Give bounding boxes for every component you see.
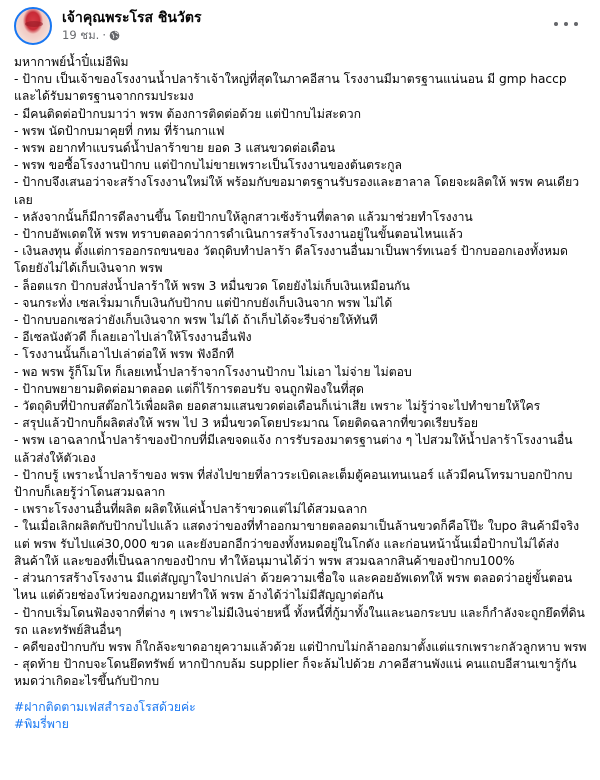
post-line: - พอ พรพ รู้ก็โมโห ก็เลยเทน้ำปลาร้าจากโรงงานป้ากบ ไม่เอา ไม่จ่าย ไม่ตอบ <box>14 364 412 379</box>
post-line: - พรพ อยากทำแบรนด์น้ำปลาร้าขาย ยอด 3 แสนขวดต่อเดือน <box>14 141 336 156</box>
post-body <box>12 54 588 691</box>
post-line: - พรพ ขอซื้อโรงงานป้ากบ แต่ป้ากบไม่ขายเพราะเป็นโรงงานของต้นตระกูล <box>14 158 402 173</box>
post-line: - ในเมื่อเลิกผลิตกับป้ากบไปแล้ว แสดงว่าของที่ทำออกมาขายตลอดมาเป็นล้านขวดก็คือโป๊ะ ใบpo สินค้ามีจริง แต่ พรพ รับไปแค่30,000 ขวด และยังบอกอีกว่าของทั้งหมดอยู่ในโกดัง และก่อนหน้านั้นเมื่อป้ากบไม่ได้ส่งสินค้าให้ และของที่เป็นฉลากของป้ากบ ทำให้อนุมานได้ว่า พรพ สวมฉลากสินค้าของป้ากบ100% <box>14 519 583 568</box>
post-header <box>12 0 588 48</box>
post-line: - ป้ากบรู้ เพราะน้ำปลาร้าของ พรพ ที่ส่งไปขายที่ลาวระเบิดเละเต็มตู้คอนเทนเนอร์ แล้วมีคนโทรมาบอกป้ากบ ป้ากบก็เลยรู้ว่าโดนสวมฉลาก <box>14 467 577 500</box>
post-line: - คดีของป้ากบกับ พรพ ก็ใกล้จะขาดอายุความแล้วด้วย แต่ป้ากบไม่กล้าออกมาตั้งแต่แรกเพราะกลัวลูกหาบ พรพ <box>14 639 587 654</box>
post-line: มหากาพย์น้ำปิ๋แม่อีพิม <box>14 55 129 69</box>
globe-icon <box>109 30 120 41</box>
author-name[interactable]: เจ้าคุณพระโรส ชินวัตร <box>62 10 202 26</box>
post-line: - สุดท้าย ป้ากบจะโดนยึดทรัพย์ หากป้ากบล้ม supplier ก็จะล้มไปด้วย ภาคอีสานพังแน่ คนแถบอีสานเขารู้กันหมดว่าเกิดอะไรขึ้นกับป้ากบ <box>14 657 577 689</box>
post-line: - สรุปแล้วป้ากบก็ผลิตส่งให้ พรพ ไป 3 หมื่นขวดโดยประมาณ โดยติดฉลากที่ขวดเรียบร้อย <box>14 416 478 431</box>
post-line: - มีคนติดต่อป้ากบมาว่า พรพ ต้องการติดต่อด้วย แต่ป้ากบไม่สะดวก <box>14 106 362 121</box>
post-line: - ป้ากบอัพเดตให้ พรพ ทราบตลอดว่าการดำเนินการสร้างโรงงานอยู่ในขั้นตอนไหนแล้ว <box>14 227 463 242</box>
post-line: - ป้ากบพยายามติดต่อมาตลอด แต่ก็ไร้การตอบรับ จนถูกฟ้องในที่สุด <box>14 381 364 396</box>
more-options-button[interactable] <box>554 16 578 32</box>
hashtag-link[interactable]: #ฝากติดตามเฟสสำรองโรสด้วยค่ะ <box>14 699 196 714</box>
hashtag-list <box>12 699 588 733</box>
post-line: - พรพ นัดป้ากบมาคุยที่ กทม ที่ร้านกาแฟ <box>14 123 225 138</box>
author-avatar[interactable] <box>14 7 52 45</box>
post-meta <box>62 9 201 43</box>
post-line: - พรพ เอาฉลากน้ำปลาร้าของป้ากบที่มีเลขจดแจ้ง การรับรองมาตรฐานต่าง ๆ ไปสวมให้น้ำปลาร้าโรงงานอื่น แล้วส่งให้ตัวเอง <box>14 433 577 465</box>
post-line: - ป้ากบจึงเสนอว่าจะสร้างโรงงานใหม่ให้ พร้อมกับขอมาตรฐานรับรองและฮาลาล โดยจะผลิตให้ พรพ คนเดียวเลย <box>14 175 580 207</box>
more-horizontal-icon <box>554 22 558 26</box>
post-line: - จนกระทั่ง เซลเริ่มมาเก็บเงินกับป้ากบ แต่ป้ากบยังเก็บเงินจาก พรพ ไม่ได้ <box>14 295 393 310</box>
separator-dot: · <box>102 28 106 42</box>
hashtag-link[interactable]: #พิมรี่พาย <box>14 716 69 731</box>
post-line: - โรงงานนั้นก็เอาไปเล่าต่อให้ พรพ ฟังอีกที <box>14 347 235 362</box>
post-line: - เงินลงทุน ตั้งแต่การออกรถขนของ วัตถุดิบทำปลาร้า ดีลโรงงานอื่นมาเป็นพาร์ทเนอร์ ป้ากบออกเองทั้งหมด โดยยังไม่ได้เก็บเงินจาก พรพ <box>14 244 572 276</box>
post-line: - หลังจากนั้นก็มีการดีลงานขึ้น โดยป้ากบให้ลูกสาวเซ้งร้านที่ตลาด แล้วมาช่วยทำโรงงาน <box>14 209 473 224</box>
post-line: - ล็อตแรก ป้ากบส่งน้ำปลาร้าให้ พรพ 3 หมื่นขวด โดยยังไม่เก็บเงินเหมือนกัน <box>14 278 410 293</box>
post-line: - ส่วนการสร้างโรงงาน มีแต่สัญญาใจปากเปล่า ด้วยความเชื่อใจ และคอยอัพเดทให้ พรพ ตลอดว่าอยู่ขั้นตอนไหน แต่ด้วยช่องโหว่ของกฎหมายทำให้ พรพ อ้างได้ว่าไม่มีสัญญาต่อกัน <box>14 571 573 603</box>
post-line: - ป้ากบเริ่มโดนฟ้องจากที่ต่าง ๆ เพราะไม่มีเงินจ่ายหนี้ ทั้งหนี้ที่กู้มาทั้งในและนอกระบบ และก็กำลังจะถูกยึดที่ดิน รถ และทรัพย์สินอื่นๆ <box>14 605 589 637</box>
post-line: - วัตถุดิบที่ป้ากบสต๊อกไว้เพื่อผลิต ยอดสามแสนขวดต่อเดือนก็เน่าเสีย เพราะ ไม่รู้ว่าจะไปทำขายให้ใคร <box>14 399 541 414</box>
post-line: - ป้ากบบอกเซลว่ายังเก็บเงินจาก พรพ ไม่ได้ ถ้าเก็บได้จะรีบจ่ายให้ทันที <box>14 313 378 328</box>
post-timestamp[interactable]: 19 ชม. <box>62 28 100 42</box>
post-line: - ป้ากบ เป็นเจ้าของโรงงานน้ำปลาร้าเจ้าใหญ่ที่สุดในภาคอีสาน โรงงานมีมาตรฐานแน่นอน มี gmp haccp และได้รับมาตรฐานจากกรมประมง <box>14 72 571 104</box>
timestamp-row <box>62 27 201 43</box>
post-line: - เพราะโรงงานอื่นที่ผลิต ผลิตให้แค่น้ำปลาร้าขวดแต่ไม่ได้สวมฉลาก <box>14 502 368 517</box>
post-line: - อีเซลนังตัวดี ก็เลยเอาไปเล่าให้โรงงานอื่นฟัง <box>14 330 252 345</box>
